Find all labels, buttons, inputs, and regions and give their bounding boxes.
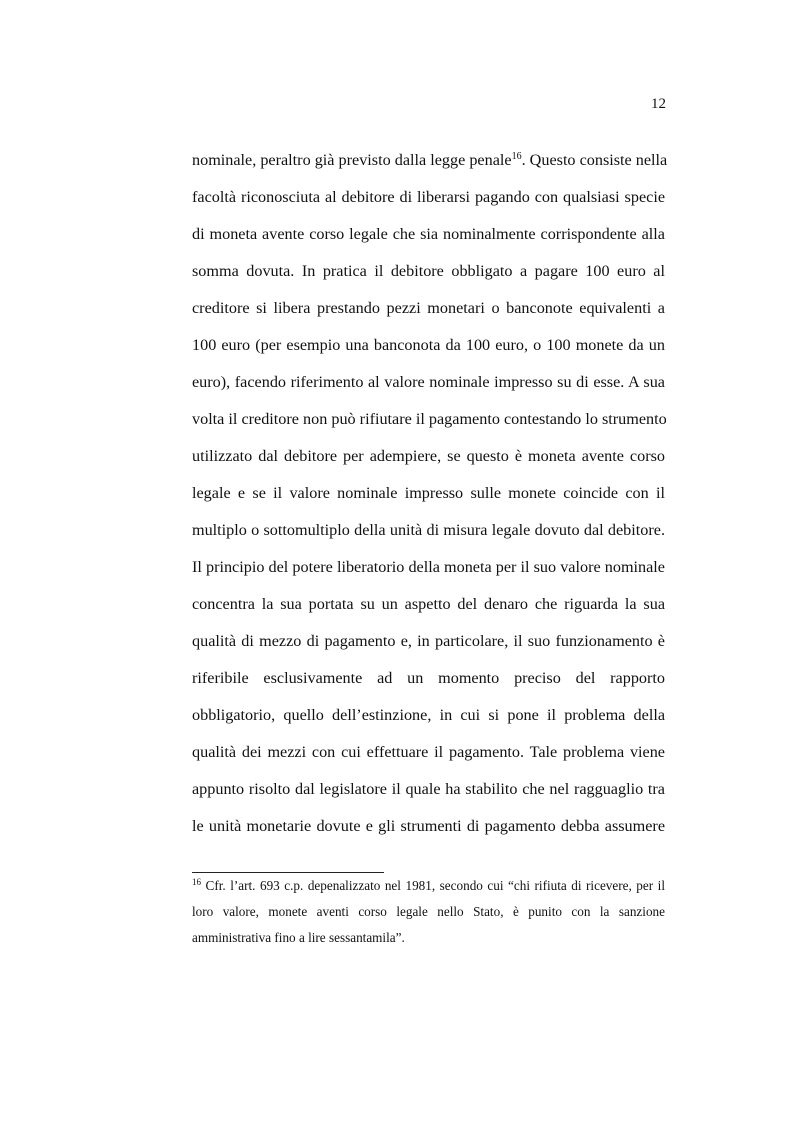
footnote-text: Cfr. l’art. 693 c.p. depenalizzato nel 1981, secondo cui “chi rifiuta di ricevere, per il (201, 878, 665, 893)
text-line: di moneta avente corso legale che sia nominalmente corrispondente alla (192, 225, 665, 243)
text-line: multiplo o sottomultiplo della unità di misura legale dovuto dal debitore. (192, 521, 665, 539)
text-line: qualità di mezzo di pagamento e, in particolare, il suo funzionamento è (192, 632, 665, 650)
footnote (192, 876, 665, 954)
text-line-tail: . Questo consiste nella (521, 151, 668, 169)
text-line (192, 148, 668, 185)
text-line: utilizzato dal debitore per adempiere, se questo è moneta avente corso (192, 447, 665, 465)
text-line: Il principio del potere liberatorio della moneta per il suo valore nominale (192, 558, 665, 576)
footnote-line: amministrativa fino a lire sessantamila”. (192, 930, 405, 945)
text-line: qualità dei mezzi con cui effettuare il pagamento. Tale problema viene (192, 743, 665, 761)
body-text (192, 148, 668, 851)
footnote-separator (192, 872, 384, 873)
text-line: concentra la sua portata su un aspetto del denaro che riguarda la sua (192, 595, 665, 613)
footnote-number: 16 (192, 877, 201, 887)
text-line: somma dovuta. In pratica il debitore obbligato a pagare 100 euro al (192, 262, 665, 280)
text-line: euro), facendo riferimento al valore nominale impresso su di esse. A sua (192, 373, 665, 391)
text-line: creditore si libera prestando pezzi monetari o banconote equivalenti a (192, 299, 665, 317)
text-line: facoltà riconosciuta al debitore di liberarsi pagando con qualsiasi specie (192, 188, 665, 206)
text-line: volta il creditore non può rifiutare il pagamento contestando lo strumento (192, 410, 667, 428)
text-line: riferibile esclusivamente ad un momento preciso del rapporto (192, 669, 665, 687)
page-number: 12 (651, 96, 666, 112)
footnote-line: loro valore, monete aventi corso legale nello Stato, è punito con la sanzione (192, 904, 665, 919)
text-line: obbligatorio, quello dell’estinzione, in cui si pone il problema della (192, 706, 665, 724)
text-line: 100 euro (per esempio una banconota da 100 euro, o 100 monete da un (192, 336, 665, 354)
text-line: legale e se il valore nominale impresso sulle monete coincide con il (192, 484, 665, 502)
text-line: appunto risolto dal legislatore il quale ha stabilito che nel ragguaglio tra (192, 780, 665, 798)
footnote-line (192, 876, 665, 902)
footnote-reference: 16 (511, 151, 522, 162)
text-line-content: nominale, peraltro già previsto dalla legge penale (192, 151, 512, 169)
text-line: le unità monetarie dovute e gli strumenti di pagamento debba assumere (192, 817, 665, 835)
